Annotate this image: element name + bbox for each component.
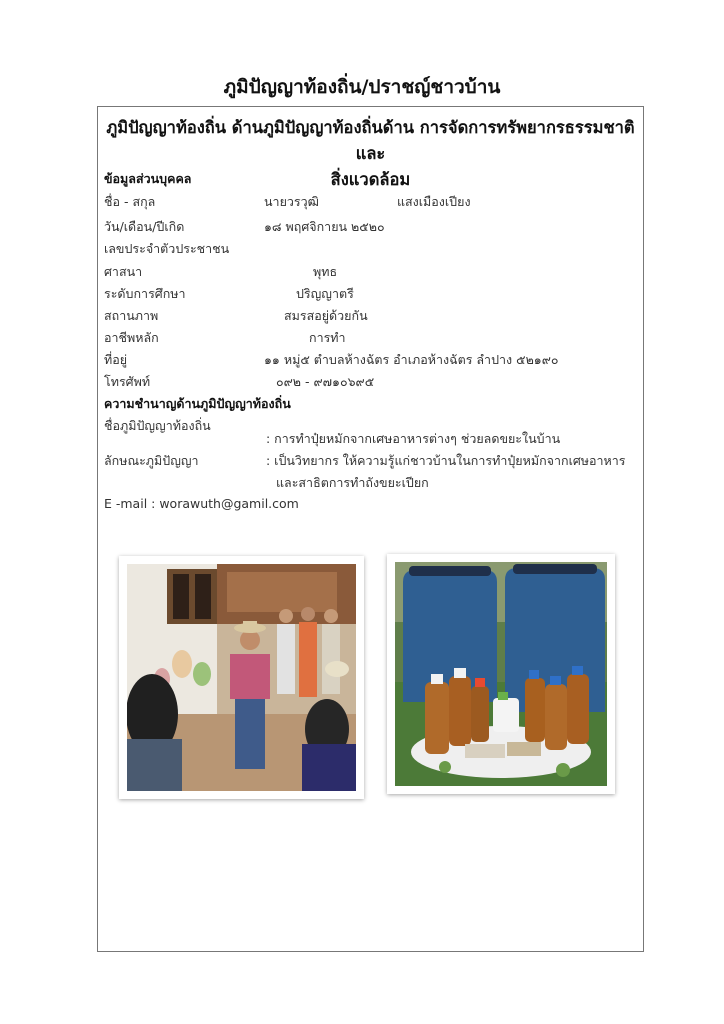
heading-line-2: สิ่งแวดล้อม <box>330 170 411 189</box>
last-name: แสงเมืองเปียง <box>397 194 471 209</box>
phone-value: ๐๙๒ - ๙๗๑๐๖๙๕ <box>276 374 375 389</box>
name-label: ชื่อ - สกุล <box>104 194 156 209</box>
status-label: สถานภาพ <box>104 308 159 323</box>
wisdom-desc-line-2: และสาธิตการทำถังขยะเปียก <box>276 475 429 490</box>
photo-speaker <box>119 556 364 799</box>
wisdom-name-label: ชื่อภูมิปัญญาท้องถิ่น <box>104 418 211 433</box>
email: E -mail : worawuth@gamil.com <box>104 496 299 511</box>
wisdom-name-value: : การทำปุ๋ยหมักจากเศษอาหารต่างๆ ช่วยลดขยะในบ้าน <box>266 431 561 446</box>
id-label: เลขประจำตัวประชาชน <box>104 241 230 256</box>
education-value: ปริญญาตรี <box>296 286 354 301</box>
address-label: ที่อยู่ <box>104 352 128 367</box>
document-frame <box>97 106 644 952</box>
wisdom-desc-line-1: : เป็นวิทยากร ให้ความรู้แก่ชาวบ้านในการทำปุ๋ยหมักจากเศษอาหาร <box>266 453 626 468</box>
religion-label: ศาสนา <box>104 264 143 279</box>
expertise-section-title: ความชำนาญด้านภูมิปัญญาท้องถิ่น <box>104 396 291 411</box>
heading-line-1: ภูมิปัญญาท้องถิ่น ด้านภูมิปัญญาท้องถิ่นด้าน การจัดการทรัพยากรธรรมชาติและ <box>106 118 635 163</box>
status-value: สมรสอยู่ด้วยกัน <box>284 308 368 323</box>
dob-value: ๑๘ พฤศจิกายน ๒๕๒๐ <box>264 219 385 234</box>
address-value: ๑๑ หมู่๕ ตำบลห้างฉัตร อำเภอห้างฉัตร ลำปาง ๕๒๑๙๐ <box>264 352 559 367</box>
phone-label: โทรศัพท์ <box>104 374 151 389</box>
occupation-value: การทำ <box>309 330 346 345</box>
fertilizer-products-image <box>395 562 607 786</box>
occupation-label: อาชีพหลัก <box>104 330 159 345</box>
personal-section-title: ข้อมูลส่วนบุคคล <box>104 171 192 186</box>
dob-label: วัน/เดือน/ปีเกิด <box>104 219 185 234</box>
speaker-scene-image <box>127 564 356 791</box>
wisdom-desc-label: ลักษณะภูมิปัญญา <box>104 453 199 468</box>
photo-fertilizer <box>387 554 615 794</box>
first-name: นายวรวุฒิ <box>264 194 319 209</box>
religion-value: พุทธ <box>313 264 338 279</box>
page-title: ภูมิปัญญาท้องถิ่น/ปราชญ์ชาวบ้าน <box>223 76 501 98</box>
education-label: ระดับการศึกษา <box>104 286 186 301</box>
